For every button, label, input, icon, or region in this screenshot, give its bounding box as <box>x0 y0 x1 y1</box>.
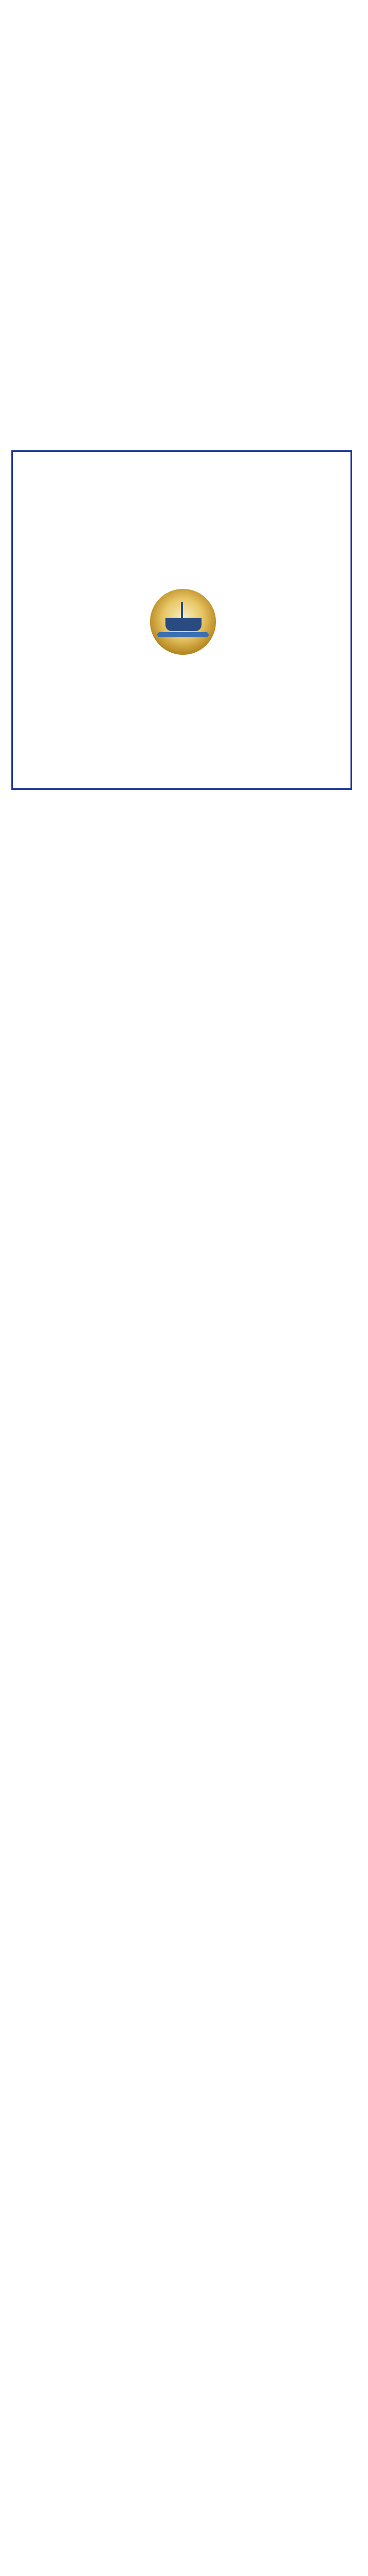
qr-code-frame[interactable] <box>11 450 352 790</box>
qr-code[interactable] <box>23 462 340 779</box>
qr-center-logo-icon <box>147 586 219 658</box>
